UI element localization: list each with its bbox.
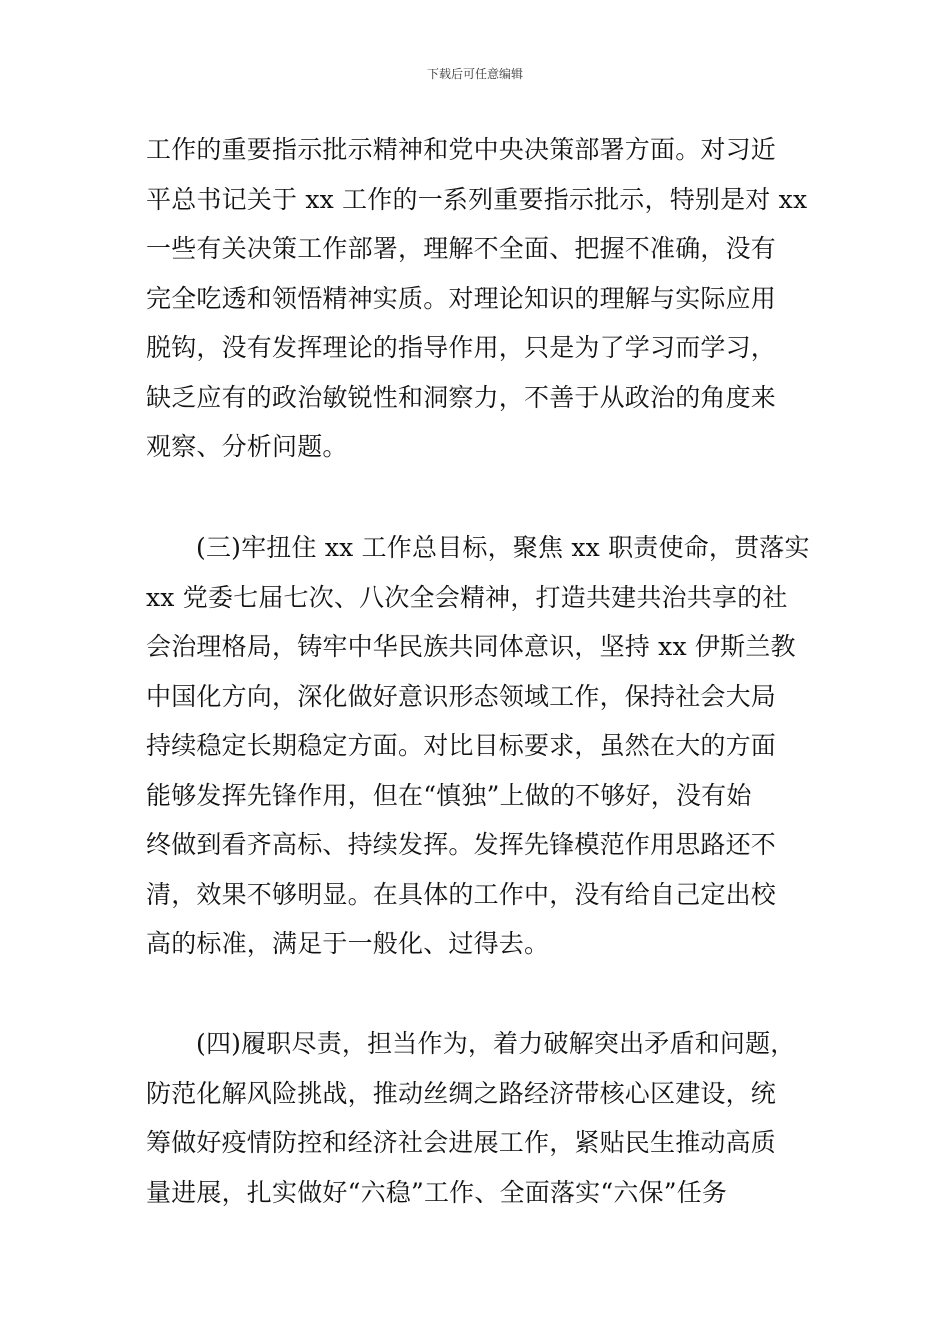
text-line: 筹做好疫情防控和经济社会进展工作，紧贴民生推动高质 (146, 1128, 777, 1157)
text-line: (三)牢扭住 xx 工作总目标，聚焦 xx 职责使命，贯落实 (196, 533, 810, 562)
text-line: 脱钩，没有发挥理论的指导作用，只是为了学习而学习， (146, 333, 777, 362)
text-line: 会治理格局，铸牢中华民族共同体意识，坚持 xx 伊斯兰教 (146, 632, 796, 661)
paragraph-2 (146, 523, 826, 969)
text-line: 完全吃透和领悟精神实质。对理论知识的理解与实际应用 (146, 283, 777, 313)
text-line: 清，效果不够明显。在具体的工作中，没有给自己定出校 (146, 879, 777, 909)
text-line: 观察、分析问题。 (146, 432, 348, 461)
text-line: (四)履职尽责，担当作为，着力破解突出矛盾和问题， (196, 1029, 796, 1058)
text-line: 中国化方向，深化做好意识形态领域工作，保持社会大局 (146, 681, 777, 711)
text-line: 一些有关决策工作部署，理解不全面、把握不准确，没有 (146, 234, 777, 263)
page-header: 下载后可任意编辑 (426, 67, 523, 81)
paragraph-1 (146, 125, 826, 472)
text-line: 平总书记关于 xx 工作的一系列重要指示批示，特别是对 xx (146, 184, 808, 214)
text-line: 高的标准，满足于一般化、过得去。 (146, 929, 550, 958)
text-line: 持续稳定长期稳定方面。对比目标要求，虽然在大的方面 (146, 731, 777, 760)
text-line: 终做到看齐高标、持续发挥。发挥先锋模范作用思路还不 (146, 830, 777, 859)
paragraph-3 (146, 1019, 826, 1217)
text-line: 能够发挥先锋作用，但在“慎独”上做的不够好，没有始 (146, 780, 752, 810)
text-line: 缺乏应有的政治敏锐性和洞察力，不善于从政治的角度来 (146, 382, 777, 412)
text-line: 量进展，扎实做好“六稳”工作、全面落实“六保”任务 (146, 1177, 728, 1207)
text-line: 工作的重要指示批示精神和党中央决策部署方面。对习近 (146, 135, 777, 164)
text-line: 防范化解风险挑战，推动丝绸之路经济带核心区建设，统 (146, 1078, 777, 1108)
text-line: xx 党委七届七次、八次全会精神，打造共建共治共享的社 (146, 582, 788, 612)
